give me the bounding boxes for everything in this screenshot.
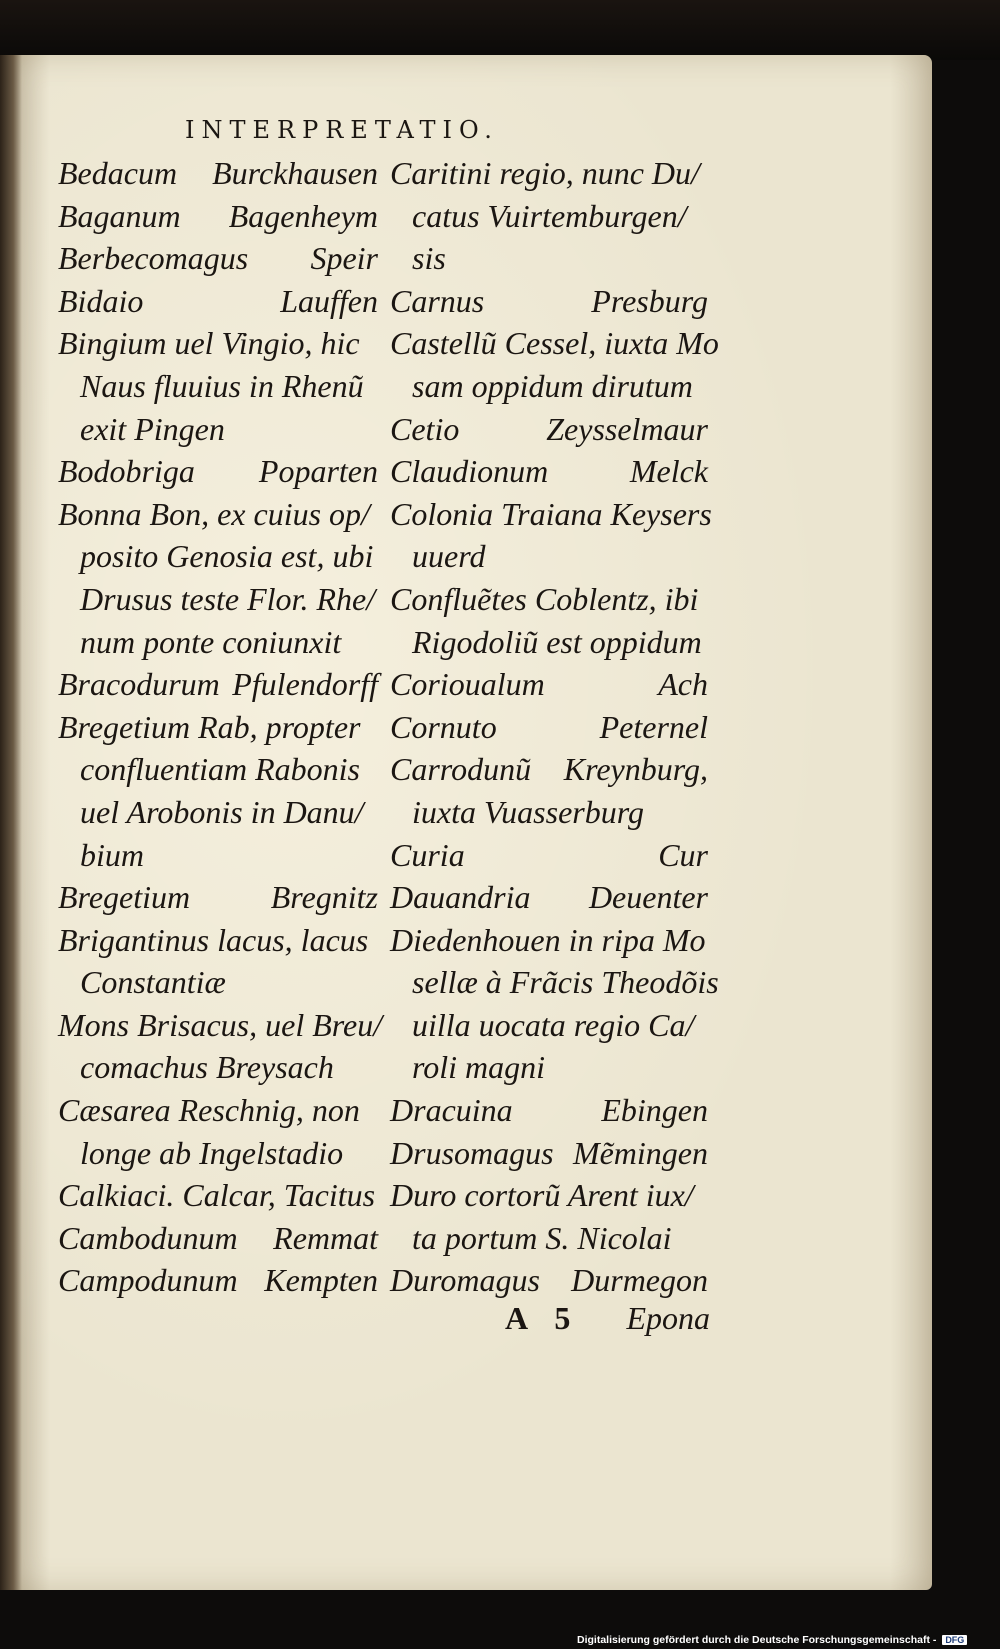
text-line: Castellũ Cessel, iuxta Mo xyxy=(390,325,719,362)
text-line: Duro cortorũ Arent iux/ xyxy=(390,1177,694,1214)
text-line: bium xyxy=(80,836,144,873)
text-line: uilla uocata regio Ca/ xyxy=(412,1006,695,1043)
text-line xyxy=(390,280,708,323)
text-line: Drusus teste Flor. Rhe/ xyxy=(80,580,376,617)
text-line: posito Genosia est, ubi xyxy=(80,538,374,575)
text-line: sam oppidum dirutum xyxy=(412,367,693,404)
word: Ach xyxy=(658,666,708,703)
word: Baganum xyxy=(58,197,181,234)
word: Duromagus xyxy=(390,1262,540,1299)
word: Presburg xyxy=(591,282,708,319)
text-line: sis xyxy=(412,240,446,277)
text-line: Colonia Traiana Keysers xyxy=(390,495,712,532)
text-line: Brigantinus lacus, lacus xyxy=(58,921,369,958)
word: Bedacum xyxy=(58,155,178,191)
word: Zeysselmaur xyxy=(546,410,708,447)
text-line: longe ab Ingelstadio xyxy=(80,1134,344,1171)
left-column xyxy=(58,152,383,1302)
word: Kempten xyxy=(264,1262,378,1299)
text-line: exit Pingen xyxy=(80,410,225,447)
text-line xyxy=(390,748,708,791)
text-line xyxy=(58,450,378,493)
text-line xyxy=(58,1259,378,1302)
word: Bregnitz xyxy=(270,879,378,916)
text-line xyxy=(390,1259,708,1302)
text-line xyxy=(58,237,378,280)
book-spine-shadow xyxy=(0,55,22,1590)
word: Cetio xyxy=(390,410,460,447)
text-line: Mons Brisacus, uel Breu/ xyxy=(58,1006,383,1043)
text-line: Bingium uel Vingio, hic xyxy=(58,325,360,362)
text-line: uuerd xyxy=(412,538,486,575)
right-column xyxy=(390,152,719,1302)
word: Bregetium xyxy=(58,879,191,916)
word: Bagenheym xyxy=(228,197,378,234)
word: Bodobriga xyxy=(58,453,195,490)
text-line xyxy=(58,280,378,323)
word: Dracuina xyxy=(390,1092,513,1129)
text-line xyxy=(390,834,708,877)
text-line xyxy=(390,1089,708,1132)
word: Curia xyxy=(390,836,465,873)
text-line: Confluẽtes Coblentz, ibi xyxy=(390,580,699,617)
word: Peternel xyxy=(599,708,708,745)
text-line: Calkiaci. Calcar, Tacitus xyxy=(58,1177,376,1214)
word: Carrodunũ xyxy=(390,751,532,788)
text-line: Cæsarea Reschnig, non xyxy=(58,1092,360,1129)
text-line: num ponte coniunxit xyxy=(80,623,342,660)
text-line: comachus Breysach xyxy=(80,1049,334,1086)
word: Kreynburg, xyxy=(563,751,708,788)
catchword: Epona xyxy=(626,1300,710,1336)
footer-text: Digitalisierung gefördert durch die Deutsche Forschungsgemeinschaft - xyxy=(577,1634,937,1646)
top-dark-margin xyxy=(0,0,1000,60)
digitization-footer xyxy=(577,1634,967,1646)
text-line: uel Arobonis in Danu/ xyxy=(80,793,364,830)
text-line: catus Vuirtemburgen/ xyxy=(412,197,687,234)
word: Bracodurum xyxy=(58,666,220,703)
text-line xyxy=(58,663,378,706)
text-line xyxy=(390,876,708,919)
text-line xyxy=(390,450,708,493)
text-line xyxy=(58,195,378,238)
text-line xyxy=(390,1132,708,1175)
word: Deuenter xyxy=(588,879,708,916)
text-line: Naus fluuius in Rhenũ xyxy=(80,367,364,404)
word: Durmegon xyxy=(571,1262,708,1299)
text-line: Diedenhouen in ripa Mo xyxy=(390,921,706,958)
text-line xyxy=(58,1217,378,1260)
text-line: roli magni xyxy=(412,1049,546,1086)
word: Pfulendorff xyxy=(232,666,378,703)
word: Berbecomagus xyxy=(58,240,249,277)
word: Drusomagus xyxy=(390,1134,554,1171)
word: Poparten xyxy=(258,453,378,490)
word: Ebingen xyxy=(601,1092,708,1129)
word: Melck xyxy=(629,453,708,490)
text-line: Caritini regio, nunc Du/ xyxy=(390,155,700,191)
signature-mark: A 5 xyxy=(505,1300,581,1336)
text-line: Constantiæ xyxy=(80,964,226,1001)
text-line: Bonna Bon, ex cuius op/ xyxy=(58,495,370,532)
text-line xyxy=(390,663,708,706)
word: Lauffen xyxy=(280,282,378,319)
word: Claudionum xyxy=(390,453,549,490)
text-line xyxy=(58,876,378,919)
word: Cambodunum xyxy=(58,1219,238,1256)
dfg-logo: DFG xyxy=(942,1635,967,1645)
word: Cornuto xyxy=(390,708,497,745)
word: Campodunum xyxy=(58,1262,238,1299)
word: Carnus xyxy=(390,282,485,319)
text-line: ta portum S. Nicolai xyxy=(412,1219,672,1256)
word: Cur xyxy=(658,836,708,873)
text-line: confluentiam Rabonis xyxy=(80,751,360,788)
word: Mẽmingen xyxy=(572,1134,708,1171)
word: Bidaio xyxy=(58,282,144,319)
word: Remmat xyxy=(273,1219,378,1256)
word: Corioualum xyxy=(390,666,545,703)
text-line: Bregetium Rab, propter xyxy=(58,708,361,745)
page-foot xyxy=(505,1300,710,1337)
running-header: INTERPRETATIO. xyxy=(185,116,499,144)
text-line: Rigodoliũ est oppidum xyxy=(412,623,702,660)
text-line xyxy=(58,152,378,195)
word: Burckhausen xyxy=(212,155,378,191)
text-line: sellæ à Frãcis Theodõis xyxy=(412,964,719,1001)
word: Speir xyxy=(310,240,378,277)
text-line xyxy=(390,706,708,749)
word: Dauandria xyxy=(390,879,531,916)
text-line xyxy=(390,408,708,451)
text-line: iuxta Vuasserburg xyxy=(412,793,644,830)
